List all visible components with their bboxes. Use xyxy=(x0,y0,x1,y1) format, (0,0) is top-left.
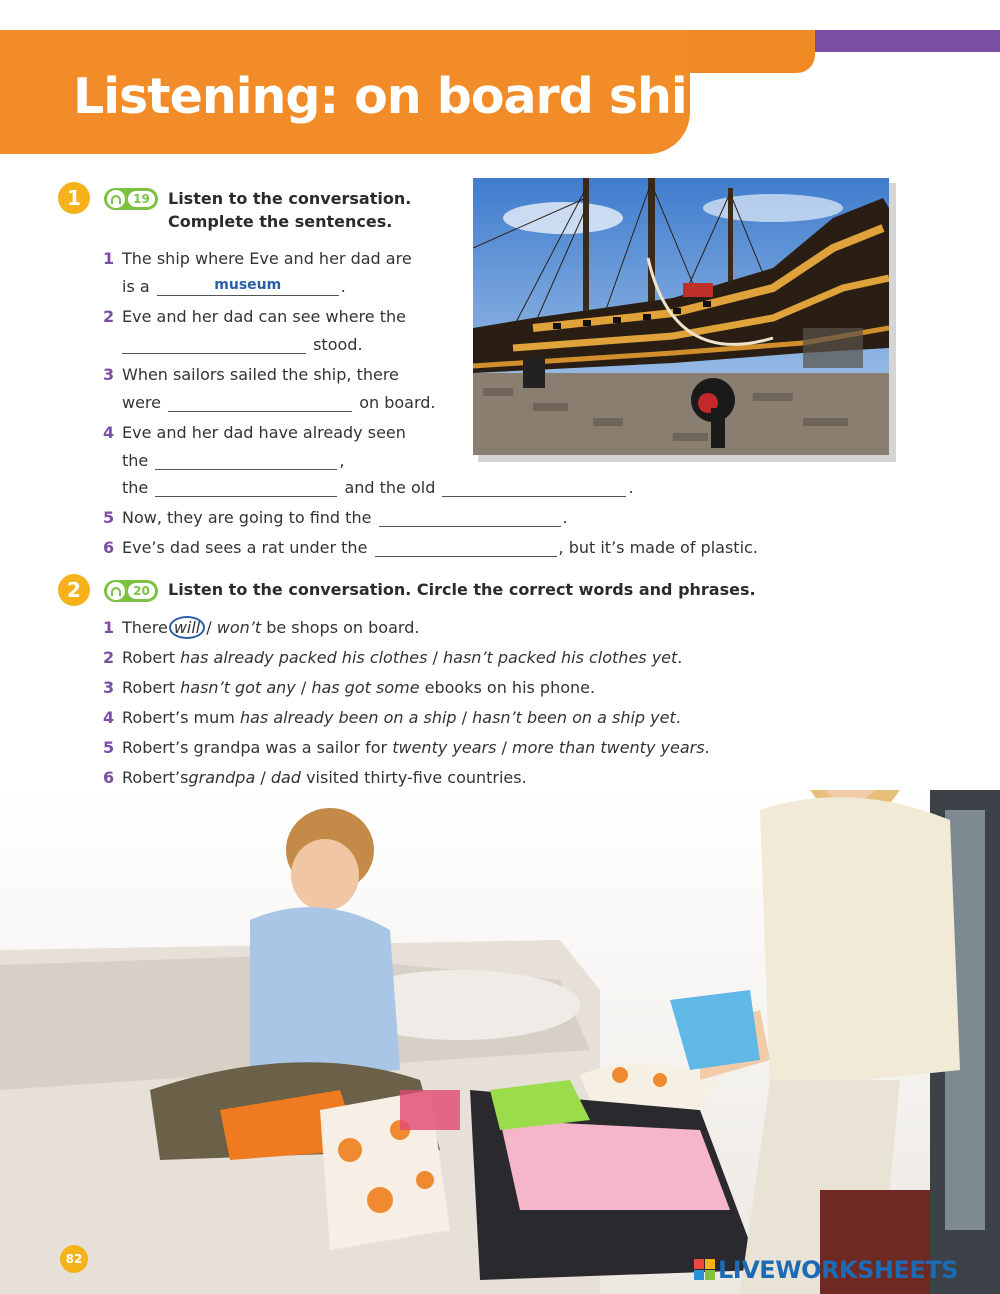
item-number: 5 xyxy=(103,508,115,527)
ship-illustration xyxy=(473,178,889,455)
answer-blank[interactable] xyxy=(375,538,557,557)
option-2[interactable]: has got some xyxy=(311,678,420,697)
choice-sentence xyxy=(122,768,527,787)
item-number: 3 xyxy=(103,678,115,697)
item-number: 4 xyxy=(103,423,115,442)
choice-sentence xyxy=(122,616,419,639)
sentence-line xyxy=(122,538,758,557)
option-2[interactable]: hasn’t packed his clothes yet xyxy=(443,648,678,667)
audio-track-19-button[interactable] xyxy=(104,188,158,210)
exercise-2-number: 2 xyxy=(58,574,90,606)
option-separator: / xyxy=(501,738,507,757)
choice-sentence xyxy=(122,738,710,757)
item-number: 4 xyxy=(103,708,115,727)
option-separator: / xyxy=(206,618,212,637)
answer-blank[interactable] xyxy=(122,335,306,354)
track-number: 19 xyxy=(128,191,155,207)
option-1[interactable]: has already packed his clothes xyxy=(180,648,428,667)
sentence-text: Now, they are going to find the xyxy=(122,508,372,527)
answer-blank[interactable] xyxy=(442,478,626,497)
option-separator: / xyxy=(432,648,438,667)
sentence-text: visited thirty-five countries. xyxy=(306,768,527,787)
option-1: will xyxy=(173,618,201,637)
audio-track-20-button[interactable] xyxy=(104,580,158,602)
item-number: 3 xyxy=(103,365,115,384)
sentence-text: Robert’s mum xyxy=(122,708,235,727)
sentence-text: The ship where Eve and her dad are xyxy=(122,249,412,268)
item-number: 1 xyxy=(103,249,115,268)
choice-sentence xyxy=(122,648,682,667)
sentence-text: There xyxy=(122,618,168,637)
page-title: Listening: on board ship xyxy=(73,68,721,125)
sentence-text: Robert xyxy=(122,678,176,697)
filled-answer: museum xyxy=(214,277,282,293)
sentence-text: Eve and her dad can see where the xyxy=(122,307,406,326)
sentence-text: on board. xyxy=(359,393,436,412)
sentence-text: When sailors sailed the ship, there xyxy=(122,365,399,384)
option-separator: / xyxy=(461,708,468,727)
option-2[interactable]: dad xyxy=(270,768,301,787)
sentence-text: Eve and her dad have already seen xyxy=(122,423,406,442)
item-number: 2 xyxy=(103,648,115,667)
answer-blank[interactable] xyxy=(168,393,352,412)
top-margin xyxy=(0,0,1000,30)
sentence-text: . xyxy=(562,508,568,527)
instruction-line-1: Listen to the conversation. xyxy=(168,189,412,208)
sentence-text: . xyxy=(675,708,681,727)
sentence-text: the xyxy=(122,478,149,497)
option-1[interactable]: has already been on a ship xyxy=(239,708,457,727)
answer-blank[interactable] xyxy=(155,451,337,470)
answer-blank[interactable] xyxy=(379,508,561,527)
packing-illustration xyxy=(0,790,1000,1294)
exercise-1-instruction xyxy=(168,187,411,233)
sentence-text: is a xyxy=(122,277,150,296)
option-2[interactable]: won’t xyxy=(216,618,262,637)
sentence-text: . xyxy=(340,277,346,296)
option-1[interactable]: twenty years xyxy=(392,738,497,757)
sentence-text: be shops on board. xyxy=(266,618,420,637)
sentence-text: were xyxy=(122,393,161,412)
liveworksheets-icon xyxy=(694,1259,716,1281)
sentence-line xyxy=(120,335,363,354)
item-number: 1 xyxy=(103,618,115,637)
item-number: 6 xyxy=(103,768,115,787)
brand-name: LIVEWORKSHEETS xyxy=(718,1256,958,1284)
exercise-1-number: 1 xyxy=(58,182,90,214)
page-number: 82 xyxy=(60,1245,88,1273)
sentence-line xyxy=(122,277,346,296)
option-2[interactable]: more than twenty years xyxy=(512,738,705,757)
choice-sentence xyxy=(122,708,681,727)
headphones-icon xyxy=(107,582,125,600)
sentence-text: . xyxy=(628,478,634,497)
option-1[interactable]: grandpa xyxy=(188,768,256,787)
sentence-text: Eve’s dad sees a rat under the xyxy=(122,538,368,557)
item-number: 6 xyxy=(103,538,115,557)
answer-blank[interactable] xyxy=(157,277,339,296)
sentence-text: Robert xyxy=(122,648,176,667)
headphones-icon xyxy=(107,190,125,208)
sentence-line xyxy=(122,478,634,497)
item-number: 5 xyxy=(103,738,115,757)
sentence-line xyxy=(122,393,436,412)
option-2[interactable]: hasn’t been on a ship yet xyxy=(472,708,676,727)
sentence-text: Robert’s xyxy=(122,768,189,787)
track-number: 20 xyxy=(128,583,155,599)
option-circled[interactable] xyxy=(169,616,205,639)
sentence-text: stood. xyxy=(313,335,363,354)
item-number: 2 xyxy=(103,307,115,326)
sentence-text: and the old xyxy=(344,478,436,497)
sentence-text: , but it’s made of plastic. xyxy=(558,538,758,557)
sentence-line xyxy=(122,508,568,527)
exercise-2-instruction: Listen to the conversation. Circle the correct words and phrases. xyxy=(168,580,756,599)
sentence-text: Robert’s grandpa was a sailor for xyxy=(122,738,388,757)
answer-blank[interactable] xyxy=(155,478,337,497)
option-1[interactable]: hasn’t got any xyxy=(180,678,296,697)
ship-photo xyxy=(473,178,889,455)
option-separator: / xyxy=(300,678,307,697)
sentence-text: . xyxy=(677,648,683,667)
sentence-text: ebooks on his phone. xyxy=(424,678,596,697)
sentence-text: , xyxy=(339,451,345,470)
sentence-text: . xyxy=(704,738,710,757)
sentence-text: the xyxy=(122,451,149,470)
orange-accent-tab xyxy=(690,30,815,73)
brand-logo[interactable] xyxy=(694,1256,958,1284)
instruction-line-2: Complete the sentences. xyxy=(168,212,393,231)
choice-sentence xyxy=(122,678,595,697)
packing-photo xyxy=(0,790,1000,1294)
sentence-line xyxy=(122,451,344,470)
option-separator: / xyxy=(260,768,266,787)
